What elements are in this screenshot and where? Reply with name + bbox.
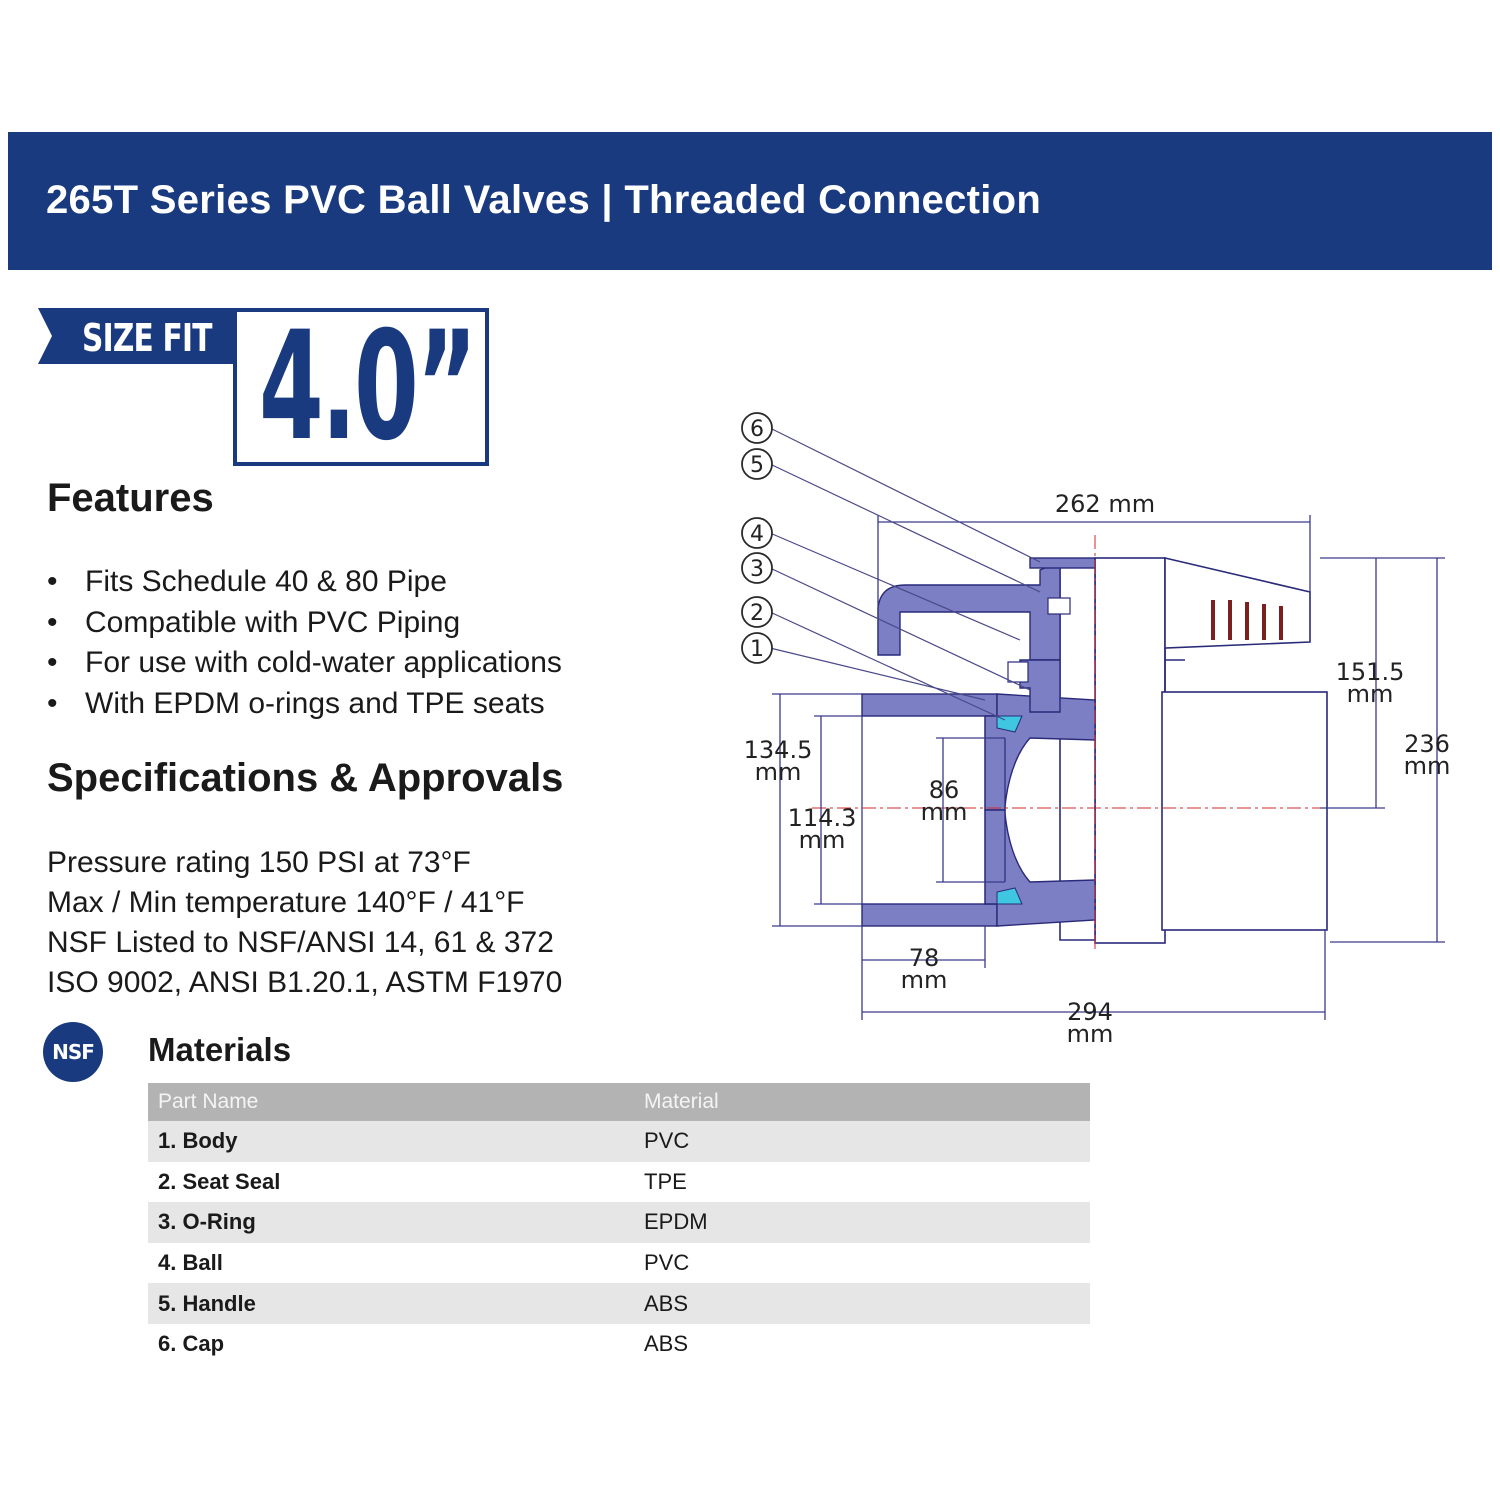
list-item: • Fits Schedule 40 & 80 Pipe <box>47 565 447 598</box>
cell-material: EPDM <box>634 1202 1090 1243</box>
callout-5: 5 <box>750 453 764 478</box>
cell-part: 3. O-Ring <box>148 1202 634 1243</box>
cell-material: ABS <box>644 1331 689 1357</box>
cell-material: ABS <box>634 1283 1090 1324</box>
materials-table <box>148 1083 1090 1365</box>
specs-list <box>47 843 562 1003</box>
cell-material: PVC <box>644 1250 690 1276</box>
table-header-row <box>148 1083 1090 1121</box>
dim-86: 86 <box>928 776 960 804</box>
callout-2: 2 <box>750 601 764 626</box>
dim-78: 78 <box>908 944 940 972</box>
dim-114-3-unit: mm <box>798 826 846 854</box>
table-row <box>148 1202 1090 1243</box>
table-row <box>148 1324 1090 1365</box>
dim-236: 236 <box>1404 730 1450 758</box>
valve-cross-section-diagram <box>730 400 1490 1060</box>
size-box <box>233 300 489 474</box>
table-row <box>148 1121 1090 1162</box>
size-fit-ribbon <box>38 308 238 364</box>
callout-4: 4 <box>750 522 764 547</box>
dim-151-5-unit: mm <box>1346 680 1394 708</box>
list-item: • For use with cold-water applications <box>47 646 562 679</box>
size-fit-label: SIZE FIT <box>82 316 212 360</box>
spec-line: ISO 9002, ANSI B1.20.1, ASTM F1970 <box>47 966 563 999</box>
spec-line: Max / Min temperature 140°F / 41°F <box>47 886 525 919</box>
cell-material: PVC <box>634 1121 1090 1162</box>
callout-3: 3 <box>750 557 764 582</box>
nsf-logo: NSF <box>43 1022 103 1082</box>
cell-part: 4. Ball <box>158 1250 223 1276</box>
cell-material: TPE <box>644 1168 687 1194</box>
dim-86-unit: mm <box>920 798 968 826</box>
list-item: • Compatible with PVC Piping <box>47 605 461 639</box>
dim-78-unit: mm <box>900 966 948 994</box>
callout-6: 6 <box>750 417 764 442</box>
dim-236-unit: mm <box>1403 752 1451 780</box>
spec-line: Pressure rating 150 PSI at 73°F <box>47 846 471 879</box>
dim-294: 294 <box>1067 998 1113 1026</box>
dim-294-unit: mm <box>1066 1020 1114 1048</box>
cell-part: 5. Handle <box>148 1283 634 1324</box>
specs-heading: Specifications & Approvals <box>47 756 564 800</box>
column-header-material: Material <box>634 1083 1090 1121</box>
column-header-part: Part Name <box>148 1083 634 1121</box>
table-row <box>148 1243 1090 1284</box>
size-value: 4.0” <box>259 300 475 474</box>
dim-262: 262 mm <box>1054 490 1156 518</box>
cell-part: 6. Cap <box>158 1331 225 1357</box>
features-list <box>47 562 562 724</box>
callout-1: 1 <box>750 637 764 662</box>
list-item: • With EPDM o-rings and TPE seats <box>47 686 545 720</box>
page-title: 265T Series PVC Ball Valves | Threaded Connection <box>46 178 1042 222</box>
dim-151-5: 151.5 <box>1335 658 1405 686</box>
spec-line: NSF Listed to NSF/ANSI 14, 61 & 372 <box>47 926 554 959</box>
features-heading: Features <box>47 476 214 520</box>
dim-134-5-unit: mm <box>754 758 802 786</box>
header-banner <box>8 132 1492 270</box>
table-row <box>148 1283 1090 1324</box>
cell-part: 2. Seat Seal <box>158 1168 281 1194</box>
dim-134-5: 134.5 <box>743 736 813 764</box>
materials-heading: Materials <box>148 1031 292 1068</box>
cell-part: 1. Body <box>148 1121 634 1162</box>
dim-114-3: 114.3 <box>787 804 857 832</box>
table-row <box>148 1162 1090 1203</box>
